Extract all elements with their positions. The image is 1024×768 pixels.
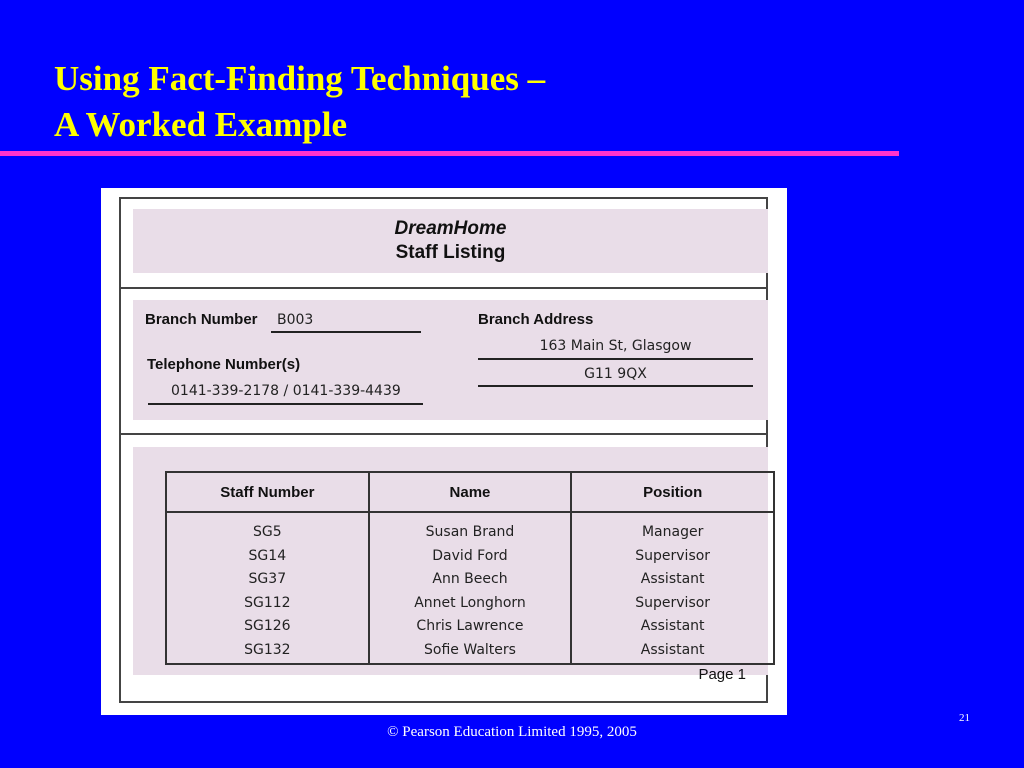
staff-table	[165, 471, 775, 665]
branch-number-underline	[271, 331, 421, 333]
page-label: Page 1	[698, 666, 746, 683]
name-cell: Annet Longhorn	[414, 594, 526, 611]
position-cell: Supervisor	[635, 594, 711, 611]
form-heading-panel	[133, 209, 768, 273]
copyright-footer: © Pearson Education Limited 1995, 2005	[387, 724, 637, 740]
branch-details-panel	[133, 300, 768, 420]
slide-title-line-2: A Worked Example	[54, 105, 348, 144]
position-cell: Assistant	[640, 571, 705, 587]
branch-address-line-1: 163 Main St, Glasgow	[539, 338, 692, 354]
name-column	[369, 512, 572, 664]
name-cell: Chris Lawrence	[416, 618, 524, 634]
branch-number-label: Branch Number	[145, 311, 258, 328]
staff-number-cell: SG37	[248, 571, 287, 587]
staff-number-column	[166, 512, 369, 664]
staff-number-cell: SG132	[244, 641, 291, 658]
staff-number-cell: SG126	[244, 618, 291, 634]
form-company-name: DreamHome	[394, 218, 507, 239]
position-cell: Assistant	[640, 641, 705, 658]
position-column	[571, 512, 774, 664]
position-cell: Assistant	[640, 618, 705, 634]
column-header-name: Name	[369, 472, 572, 512]
position-cell: Supervisor	[635, 547, 711, 564]
name-cell: Susan Brand	[425, 524, 515, 540]
branch-address-label: Branch Address	[478, 311, 594, 328]
branch-number-value: B003	[277, 312, 314, 328]
name-cell: Ann Beech	[432, 571, 508, 587]
branch-address-line-2: G11 9QX	[584, 366, 647, 382]
title-divider	[0, 151, 899, 156]
staff-table-body	[166, 512, 774, 664]
telephone-label: Telephone Number(s)	[147, 356, 301, 373]
name-cell: David Ford	[432, 547, 508, 564]
staff-listing-form	[101, 188, 787, 715]
staff-table-header-row	[166, 472, 774, 512]
column-header-staff-number: Staff Number	[166, 472, 369, 512]
telephone-value: 0141-339-2178 / 0141-339-4439	[171, 383, 401, 399]
slide-title-line-1: Using Fact-Finding Techniques –	[54, 59, 546, 98]
name-cell: Sofie Walters	[424, 641, 516, 658]
form-divider-bottom	[121, 433, 766, 435]
position-cell: Manager	[641, 524, 704, 540]
slide-title	[54, 56, 545, 148]
address-underline-2	[478, 385, 753, 387]
form-divider-top	[121, 287, 766, 289]
form-heading: Staff Listing	[395, 242, 506, 263]
staff-number-cell: SG112	[244, 594, 291, 611]
slide-number: 21	[959, 712, 970, 724]
telephone-underline	[148, 403, 423, 405]
address-underline-1	[478, 358, 753, 360]
column-header-position: Position	[571, 472, 774, 512]
staff-number-cell: SG14	[248, 547, 287, 564]
form-frame	[119, 197, 768, 703]
staff-number-cell: SG5	[253, 524, 282, 540]
